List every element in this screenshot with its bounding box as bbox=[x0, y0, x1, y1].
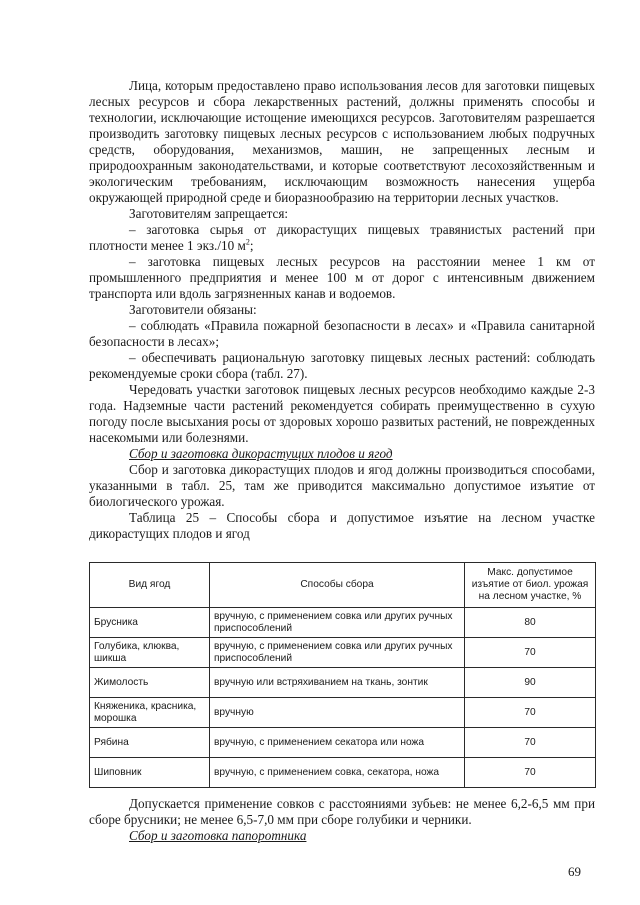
table-row bbox=[90, 668, 596, 698]
cell-method: вручную, с применением совка, секатора, ножа bbox=[210, 758, 465, 788]
paragraph-prohibited-2: – заготовка пищевых лесных ресурсов на расстоянии менее 1 км от промышленного предприятия и менее 100 м от дорог с интенсивным движением транспорта или вдоль загрязненных канав и водоемов. bbox=[89, 254, 595, 301]
table-row bbox=[90, 758, 596, 788]
cell-berry: Жимолость bbox=[90, 668, 210, 698]
paragraph-prohibited-1: – заготовка сырья от дикорастущих пищевых травянистых растений при плотности менее 1 экз./10 $м^2$; bbox=[89, 222, 595, 253]
paragraph-intro: Лица, которым предоставлено право использования лесов для заготовки пищевых лесных ресурсов и сбора лекарственных растений, должны применять способы и технологии, исключающие истощение имеющихся ресурсов. Заготовителям разрешается производить заготовку пищевых лесных ресурсов с использованием любых подручных средств, оборудования, механизмов, машин, не запрещенных лесным и природоохранным законодательствами, и которые соответствуют лесохозяйственным и экологическим требованиям, исключающим возможность нанесения ущерба окружающей природной среде и биоразнообразию на территории лесных участков. bbox=[89, 78, 595, 205]
cell-rate: 70 bbox=[465, 758, 596, 788]
section-heading-fern: Сбор и заготовка папоротника bbox=[129, 828, 307, 843]
section-heading-berries: Сбор и заготовка дикорастущих плодов и ягод bbox=[129, 446, 393, 461]
table-header-row bbox=[90, 563, 596, 608]
cell-method: вручную, с применением совка или других ручных приспособлений bbox=[210, 608, 465, 638]
cell-method: вручную, с применением совка или других ручных приспособлений bbox=[210, 638, 465, 668]
paragraph-prohibited-title: Заготовителям запрещается: bbox=[129, 206, 289, 221]
cell-method: вручную или встряхиванием на ткань, зонтик bbox=[210, 668, 465, 698]
cell-rate: 70 bbox=[465, 728, 596, 758]
cell-rate: 70 bbox=[465, 698, 596, 728]
table-row bbox=[90, 608, 596, 638]
paragraph-obliged-title: Заготовители обязаны: bbox=[129, 302, 257, 317]
paragraph-rotation: Чередовать участки заготовок пищевых лесных ресурсов необходимо каждые 2-3 года. Надземные части растений рекомендуется собирать преимущественно в сухую погоду после высыхания росы от здоровых хорошо развитых растений, не поврежденных насекомыми или болезнями. bbox=[89, 382, 595, 445]
table-row bbox=[90, 698, 596, 728]
page-number: 69 bbox=[568, 864, 581, 879]
header-method: Способы сбора bbox=[210, 563, 465, 608]
cell-berry: Княженика, красника, морошка bbox=[90, 698, 210, 728]
cell-rate: 80 bbox=[465, 608, 596, 638]
cell-method: вручную, с применением секатора или ножа bbox=[210, 728, 465, 758]
table-caption: Таблица 25 – Способы сбора и допустимое изъятие на лесном участке дикорастущих плодов и ягод bbox=[89, 510, 595, 541]
berries-table bbox=[89, 562, 596, 788]
paragraph-obliged-2: – обеспечивать рациональную заготовку пищевых лесных растений: соблюдать рекомендуемые сроки сбора (табл. 27). bbox=[89, 350, 595, 381]
superscript: 2 bbox=[245, 237, 250, 247]
paragraph-obliged-1: – соблюдать «Правила пожарной безопасности в лесах» и «Правила санитарной безопасности в лесах»; bbox=[89, 318, 595, 349]
body-text-top bbox=[89, 78, 595, 542]
table-row bbox=[90, 638, 596, 668]
body-text-bottom bbox=[89, 796, 595, 844]
table-row bbox=[90, 728, 596, 758]
cell-berry: Брусника bbox=[90, 608, 210, 638]
paragraph-berries: Сбор и заготовка дикорастущих плодов и ягод должны производиться способами, указанными в табл. 25, там же приводится максимально допустимое изъятие от биологического урожая. bbox=[89, 462, 595, 509]
cell-rate: 90 bbox=[465, 668, 596, 698]
cell-method: вручную bbox=[210, 698, 465, 728]
header-rate: Макс. допустимое изъятие от биол. урожая на лесном участке, % bbox=[465, 563, 596, 608]
cell-berry: Шиповник bbox=[90, 758, 210, 788]
cell-berry: Голубика, клюква, шикша bbox=[90, 638, 210, 668]
paragraph-scoops: Допускается применение совков с расстояниями зубьев: не менее 6,2-6,5 мм при сборе брусники; не менее 6,5-7,0 мм при сборе голубики и черники. bbox=[89, 796, 595, 827]
cell-rate: 70 bbox=[465, 638, 596, 668]
header-berry: Вид ягод bbox=[90, 563, 210, 608]
cell-berry: Рябина bbox=[90, 728, 210, 758]
